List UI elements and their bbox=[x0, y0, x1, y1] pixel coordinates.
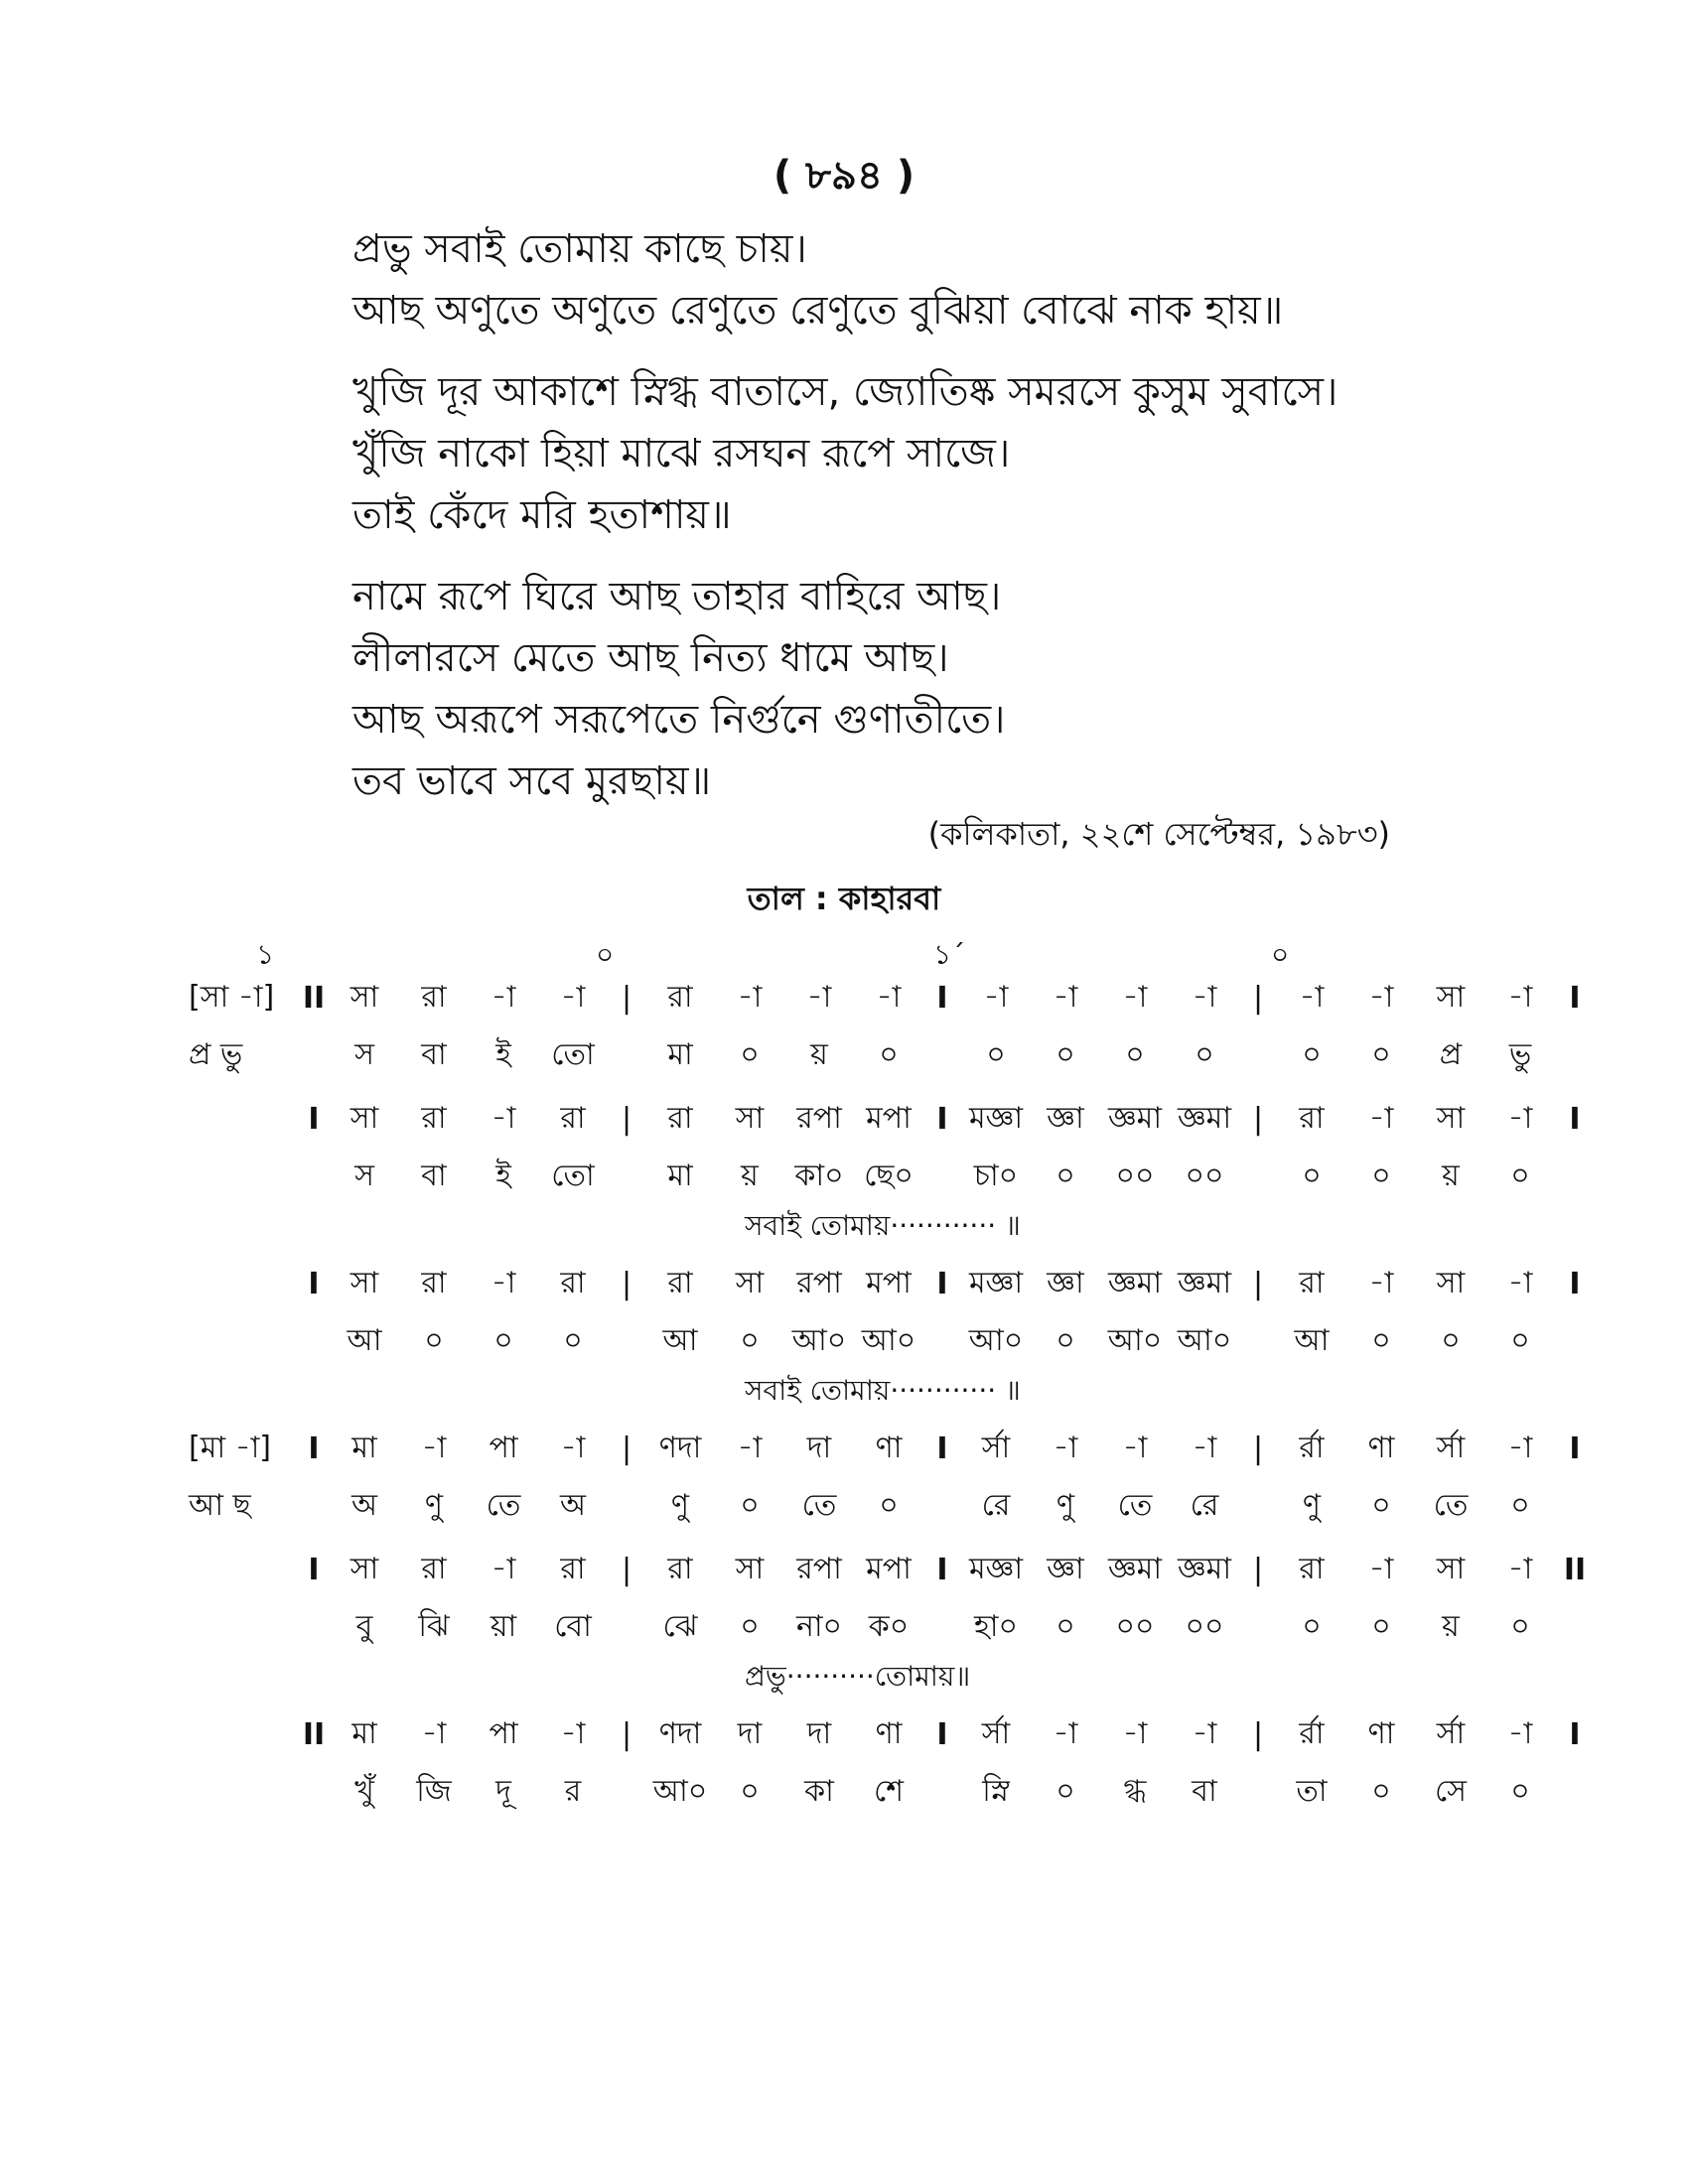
start-barline: II bbox=[302, 1716, 326, 1752]
syllable-cell: আ bbox=[662, 1322, 698, 1358]
syllable-cell: ০ bbox=[1510, 1773, 1530, 1809]
note-cell: ণদা bbox=[658, 1430, 702, 1465]
note-cell: সা bbox=[735, 1100, 765, 1136]
syllable-cell: বো bbox=[554, 1608, 592, 1644]
note-cell: দা bbox=[806, 1430, 832, 1465]
syllable-cell: ০ bbox=[424, 1322, 444, 1358]
note-cell: জ্ঞমা bbox=[1177, 1265, 1232, 1300]
refrain-cue: সবাই তোমায়············ ॥ bbox=[745, 1374, 1021, 1407]
note-cell: জ্ঞা bbox=[1047, 1551, 1084, 1586]
note-cell: -া bbox=[1122, 1430, 1148, 1465]
lead-in-notes: [সা -া] bbox=[189, 979, 275, 1015]
note-cell: -া bbox=[1053, 1430, 1078, 1465]
note-cell: -া bbox=[560, 979, 586, 1015]
beat-mark: ০ bbox=[1271, 938, 1290, 971]
note-cell: সা bbox=[350, 1551, 379, 1586]
start-barline: I bbox=[308, 1101, 320, 1137]
syllable-cell: ০ bbox=[1125, 1036, 1145, 1072]
lyric-stanza bbox=[352, 361, 1494, 546]
note-cell: মজ্ঞা bbox=[968, 1100, 1024, 1136]
note-cell: জ্ঞমা bbox=[1177, 1551, 1232, 1586]
start-barline: I bbox=[308, 1431, 320, 1466]
syllable-cell: চা০ bbox=[973, 1158, 1019, 1193]
syllable-cell: মা bbox=[667, 1158, 693, 1193]
note-cell: রা bbox=[560, 1100, 586, 1136]
syllable-cell: ই bbox=[495, 1158, 511, 1193]
syllable-cell: ০ bbox=[1055, 1036, 1075, 1072]
syllable-cell: স bbox=[354, 1036, 374, 1072]
syllable-cell: ০ bbox=[1055, 1322, 1075, 1358]
note-cell: রা bbox=[667, 1265, 693, 1300]
note-cell: পা bbox=[489, 1430, 518, 1465]
section-barline: I bbox=[936, 1552, 948, 1587]
syllable-cell: ঝে bbox=[662, 1608, 698, 1644]
lead-in-syllables: প্র ভু bbox=[189, 1036, 243, 1072]
notation-block bbox=[189, 1089, 1581, 1248]
note-cell: -া bbox=[491, 1100, 516, 1136]
note-cell: সা bbox=[1436, 1551, 1466, 1586]
note-cell: সা bbox=[350, 1265, 379, 1300]
note-cell: রা bbox=[421, 1265, 447, 1300]
note-cell: ণা bbox=[1367, 1430, 1395, 1465]
syllable-cell: ছে০ bbox=[864, 1158, 914, 1193]
note-cell: -া bbox=[1122, 1715, 1148, 1751]
syllable-cell: ০ bbox=[879, 1487, 899, 1523]
barline: | bbox=[1252, 1431, 1264, 1466]
syllable-cell: কা০ bbox=[794, 1158, 844, 1193]
notation-block bbox=[189, 1419, 1581, 1534]
syllable-cell: ০ bbox=[740, 1322, 760, 1358]
note-cell: -া bbox=[1507, 1265, 1533, 1300]
syllable-cell: ০ bbox=[1302, 1036, 1322, 1072]
note-cell: সা bbox=[1436, 979, 1466, 1015]
syllable-cell: ণু bbox=[670, 1487, 690, 1523]
start-barline: I bbox=[308, 1552, 320, 1587]
note-cell: মজ্ঞা bbox=[968, 1265, 1024, 1300]
refrain-cue: সবাই তোমায়············ ॥ bbox=[745, 1209, 1021, 1242]
syllable-cell: ০ bbox=[740, 1608, 760, 1644]
syllable-cell: য় bbox=[810, 1036, 828, 1072]
note-cell: -া bbox=[1507, 1430, 1533, 1465]
syllable-cell: ০ bbox=[493, 1322, 513, 1358]
note-cell: দা bbox=[737, 1715, 763, 1751]
note-cell: মপা bbox=[866, 1265, 912, 1300]
syllable-cell: ০ bbox=[879, 1036, 899, 1072]
syllable-cell: আ০ bbox=[1107, 1322, 1163, 1358]
note-row bbox=[189, 1540, 1587, 1599]
syllable-cell: তে bbox=[1117, 1487, 1153, 1523]
syllable-cell: ০ bbox=[1302, 1608, 1322, 1644]
lyric-line: লীলারসে মেতে আছ নিত্য ধামে আছ। bbox=[352, 635, 949, 681]
syllable-cell: র bbox=[564, 1773, 582, 1809]
note-cell: ণা bbox=[875, 1430, 903, 1465]
note-cell: জ্ঞমা bbox=[1107, 1100, 1163, 1136]
syllable-cell: ০ bbox=[1510, 1322, 1530, 1358]
lyric-line: নামে রূপে ঘিরে আছ তাহার বাহিরে আছ। bbox=[352, 574, 1002, 619]
syllable-cell: স bbox=[354, 1158, 374, 1193]
beat-mark: ১´ bbox=[933, 938, 966, 971]
syllable-cell: বা bbox=[421, 1036, 447, 1072]
note-cell: সা bbox=[350, 979, 379, 1015]
start-barline: I bbox=[308, 1266, 320, 1301]
note-cell: রা bbox=[421, 979, 447, 1015]
section-barline: I bbox=[936, 1101, 948, 1137]
note-cell: মা bbox=[352, 1715, 377, 1751]
lyric-line: প্রভু সবাই তোমায় কাছে চায়। bbox=[352, 226, 807, 272]
syllable-cell: ০ bbox=[740, 1036, 760, 1072]
note-cell: -া bbox=[806, 979, 832, 1015]
syllable-cell: ০০ bbox=[1115, 1608, 1155, 1644]
syllable-cell: মা bbox=[667, 1036, 693, 1072]
refrain-cue: প্রভু··········তোমায়॥ bbox=[745, 1660, 971, 1693]
note-row bbox=[189, 1089, 1581, 1149]
note-cell: রা bbox=[667, 1100, 693, 1136]
note-cell: সা bbox=[1436, 1265, 1466, 1300]
note-cell: -া bbox=[491, 979, 516, 1015]
note-cell: জ্ঞমা bbox=[1107, 1551, 1163, 1586]
section-barline: I bbox=[936, 1716, 948, 1752]
note-cell: র্সা bbox=[981, 1430, 1011, 1465]
syllable-cell: ০ bbox=[1371, 1158, 1391, 1193]
lyric-syllable-row bbox=[189, 1313, 1539, 1369]
syllable-cell: না০ bbox=[795, 1608, 843, 1644]
note-cell: ণদা bbox=[658, 1715, 702, 1751]
syllable-cell: রে bbox=[981, 1487, 1011, 1523]
note-cell: -া bbox=[1299, 979, 1325, 1015]
note-row bbox=[189, 1254, 1581, 1313]
syllable-cell: রে bbox=[1190, 1487, 1219, 1523]
note-cell: রপা bbox=[796, 1551, 842, 1586]
note-cell: -া bbox=[1507, 1715, 1533, 1751]
note-cell: মপা bbox=[866, 1100, 912, 1136]
syllable-cell: ণু bbox=[1055, 1487, 1075, 1523]
syllable-cell: খুঁ bbox=[354, 1773, 374, 1809]
note-cell: ণা bbox=[875, 1715, 903, 1751]
syllable-cell: বা bbox=[1192, 1773, 1217, 1809]
end-barline: I bbox=[1569, 1101, 1581, 1137]
note-cell: -া bbox=[737, 1430, 763, 1465]
syllable-cell: তো bbox=[551, 1158, 595, 1193]
syllable-cell: তো bbox=[551, 1036, 595, 1072]
syllable-cell: ০ bbox=[1302, 1158, 1322, 1193]
lyric-syllable-row bbox=[189, 1027, 1539, 1083]
note-cell: জ্ঞা bbox=[1047, 1100, 1084, 1136]
lyric-stanza bbox=[352, 566, 1494, 812]
notation-block bbox=[189, 968, 1581, 1083]
note-cell: -া bbox=[1368, 1265, 1394, 1300]
syllable-cell: ০ bbox=[1055, 1158, 1075, 1193]
note-cell: -া bbox=[1507, 1551, 1533, 1586]
note-cell: রা bbox=[560, 1265, 586, 1300]
lyric-syllable-row bbox=[189, 1478, 1539, 1534]
note-cell: জ্ঞমা bbox=[1177, 1100, 1232, 1136]
note-cell: জ্ঞা bbox=[1047, 1265, 1084, 1300]
syllable-cell: ০ bbox=[1441, 1322, 1461, 1358]
end-barline: I bbox=[1569, 1716, 1581, 1752]
swaralipi-notation bbox=[189, 968, 1587, 1826]
note-cell: -া bbox=[1122, 979, 1148, 1015]
note-cell: রা bbox=[1299, 1551, 1325, 1586]
note-cell: -া bbox=[421, 1430, 447, 1465]
lead-in-syllables: আ ছ bbox=[189, 1487, 251, 1523]
lyric-line: খুঁজি নাকো হিয়া মাঝে রসঘন রূপে সাজে। bbox=[352, 431, 1011, 477]
barline: | bbox=[621, 1716, 633, 1752]
barline: | bbox=[1252, 1266, 1264, 1301]
page-number: ( ৮৯৪ ) bbox=[773, 153, 915, 199]
section-barline: I bbox=[936, 1266, 948, 1301]
syllable-cell: আ০ bbox=[968, 1322, 1024, 1358]
lyric-line: আছ অরূপে সরূপেতে নির্গুনে গুণাতীতে। bbox=[352, 697, 1006, 743]
syllable-cell: অ bbox=[352, 1487, 377, 1523]
note-cell: ণা bbox=[1367, 1715, 1395, 1751]
syllable-cell: ০ bbox=[1371, 1322, 1391, 1358]
start-barline: II bbox=[302, 980, 326, 1016]
lyric-line: খুজি দূর আকাশে স্নিগ্ধ বাতাসে, জ্যোতিষ্ক সমরসে কুসুম সুবাসে। bbox=[352, 369, 1338, 415]
syllable-cell: আ bbox=[1294, 1322, 1330, 1358]
barline: | bbox=[621, 980, 633, 1016]
section-barline: I bbox=[936, 1431, 948, 1466]
note-cell: সা bbox=[1436, 1100, 1466, 1136]
lyric-syllable-row bbox=[189, 1599, 1539, 1655]
syllable-cell: তে bbox=[1433, 1487, 1469, 1523]
syllable-cell: দূ bbox=[495, 1773, 511, 1809]
lyric-syllable-row bbox=[189, 1149, 1539, 1204]
syllable-cell: শে bbox=[874, 1773, 904, 1809]
lyric-line: তাই কেঁদে মরি হতাশায়॥ bbox=[352, 492, 732, 538]
syllable-cell: তা bbox=[1296, 1773, 1328, 1809]
end-barline: I bbox=[1569, 980, 1581, 1016]
note-cell: মজ্ঞা bbox=[968, 1551, 1024, 1586]
note-cell: র্সা bbox=[1436, 1715, 1466, 1751]
barline: | bbox=[1252, 1552, 1264, 1587]
lyric-line: আছ অণুতে অণুতে রেণুতে রেণুতে বুঝিয়া বোঝে নাক হায়॥ bbox=[352, 288, 1284, 334]
notation-block bbox=[189, 1254, 1581, 1413]
syllable-cell: ০ bbox=[1055, 1773, 1075, 1809]
syllable-cell: আ০ bbox=[791, 1322, 847, 1358]
syllable-cell: কা bbox=[804, 1773, 834, 1809]
note-row bbox=[189, 968, 1581, 1027]
syllable-cell: ০ bbox=[1371, 1487, 1391, 1523]
syllable-cell: য় bbox=[1442, 1158, 1460, 1193]
note-cell: রা bbox=[1299, 1100, 1325, 1136]
syllable-cell: ০ bbox=[1371, 1036, 1391, 1072]
syllable-cell: প্র bbox=[1439, 1036, 1463, 1072]
syllable-cell: ণু bbox=[1302, 1487, 1322, 1523]
note-cell: রা bbox=[560, 1551, 586, 1586]
note-cell: -া bbox=[1192, 1715, 1217, 1751]
note-cell: রপা bbox=[796, 1265, 842, 1300]
barline: | bbox=[621, 1552, 633, 1587]
note-cell: রা bbox=[667, 1551, 693, 1586]
syllable-cell: ০ bbox=[1510, 1158, 1530, 1193]
end-barline: I bbox=[1569, 1266, 1581, 1301]
syllable-cell: য় bbox=[1442, 1608, 1460, 1644]
note-row bbox=[189, 1705, 1581, 1764]
syllable-cell: ০ bbox=[1371, 1773, 1391, 1809]
date-note: (কলিকাতা, ২২শে সেপ্টেম্বর, ১৯৮৩) bbox=[927, 815, 1390, 853]
barline: | bbox=[621, 1266, 633, 1301]
note-cell: মপা bbox=[866, 1551, 912, 1586]
note-cell: রা bbox=[1299, 1265, 1325, 1300]
note-cell: রা bbox=[421, 1100, 447, 1136]
syllable-cell: ঝি bbox=[418, 1608, 450, 1644]
syllable-cell: আ০ bbox=[1177, 1322, 1232, 1358]
beat-mark: ১ bbox=[256, 938, 275, 971]
syllable-cell: ০ bbox=[740, 1487, 760, 1523]
note-cell: রা bbox=[667, 979, 693, 1015]
note-cell: -া bbox=[1192, 1430, 1217, 1465]
syllable-cell: ০ bbox=[563, 1322, 583, 1358]
syllable-cell: ০০ bbox=[1115, 1158, 1155, 1193]
syllable-cell: ভু bbox=[1508, 1036, 1532, 1072]
syllable-cell: ক০ bbox=[868, 1608, 910, 1644]
end-barline: II bbox=[1563, 1552, 1587, 1587]
syllable-cell: য়া bbox=[490, 1608, 517, 1644]
syllable-cell: ০ bbox=[740, 1773, 760, 1809]
notation-block bbox=[189, 1540, 1587, 1699]
note-cell: রা bbox=[421, 1551, 447, 1586]
note-cell: -া bbox=[983, 979, 1009, 1015]
note-cell: -া bbox=[560, 1715, 586, 1751]
note-cell: র্রা bbox=[1299, 1715, 1325, 1751]
syllable-cell: ই bbox=[495, 1036, 511, 1072]
note-cell: -া bbox=[1053, 979, 1078, 1015]
taal-label: তাল : কাহারবা bbox=[747, 880, 941, 917]
syllable-cell: বু bbox=[355, 1608, 373, 1644]
syllable-cell: সে bbox=[1435, 1773, 1467, 1809]
note-cell: -া bbox=[560, 1430, 586, 1465]
note-cell: পা bbox=[489, 1715, 518, 1751]
song-lyrics bbox=[352, 218, 1494, 832]
syllable-cell: ০ bbox=[1510, 1487, 1530, 1523]
note-cell: মা bbox=[352, 1430, 377, 1465]
lyric-stanza bbox=[352, 218, 1494, 341]
note-cell: -া bbox=[1192, 979, 1217, 1015]
syllable-cell: ০ bbox=[1510, 1608, 1530, 1644]
barline: | bbox=[1252, 980, 1264, 1016]
lyric-syllable-row bbox=[189, 1764, 1539, 1820]
note-cell: সা bbox=[350, 1100, 379, 1136]
note-cell: -া bbox=[1507, 1100, 1533, 1136]
syllable-cell: গ্ধ bbox=[1123, 1773, 1147, 1809]
note-row bbox=[189, 1419, 1581, 1478]
note-cell: -া bbox=[1368, 1551, 1394, 1586]
section-barline: I bbox=[936, 980, 948, 1016]
syllable-cell: ণু bbox=[424, 1487, 444, 1523]
note-cell: -া bbox=[876, 979, 902, 1015]
barline: | bbox=[1252, 1716, 1264, 1752]
note-cell: -া bbox=[421, 1715, 447, 1751]
syllable-cell: আ bbox=[347, 1322, 382, 1358]
syllable-cell: আ০ bbox=[861, 1322, 916, 1358]
syllable-cell: ০ bbox=[1055, 1608, 1075, 1644]
note-cell: -া bbox=[1368, 979, 1394, 1015]
syllable-cell: তে bbox=[486, 1487, 521, 1523]
syllable-cell: তে bbox=[801, 1487, 837, 1523]
syllable-cell: য় bbox=[741, 1158, 759, 1193]
syllable-cell: ০ bbox=[986, 1036, 1006, 1072]
note-cell: র্সা bbox=[981, 1715, 1011, 1751]
syllable-cell: বা bbox=[421, 1158, 447, 1193]
beat-mark: ০ bbox=[596, 938, 615, 971]
note-cell: রপা bbox=[796, 1100, 842, 1136]
barline: | bbox=[621, 1431, 633, 1466]
notation-block bbox=[189, 1705, 1581, 1820]
end-barline: I bbox=[1569, 1431, 1581, 1466]
syllable-cell: ০ bbox=[1195, 1036, 1214, 1072]
note-cell: সা bbox=[735, 1551, 765, 1586]
note-cell: র্সা bbox=[1436, 1430, 1466, 1465]
barline: | bbox=[1252, 1101, 1264, 1137]
syllable-cell: আ০ bbox=[652, 1773, 708, 1809]
note-cell: -া bbox=[1368, 1100, 1394, 1136]
note-cell: -া bbox=[1507, 979, 1533, 1015]
note-cell: জ্ঞমা bbox=[1107, 1265, 1163, 1300]
syllable-cell: ০ bbox=[1371, 1608, 1391, 1644]
note-cell: দা bbox=[806, 1715, 832, 1751]
note-cell: -া bbox=[737, 979, 763, 1015]
note-cell: সা bbox=[735, 1265, 765, 1300]
lead-in-notes: [মা -া] bbox=[189, 1430, 271, 1465]
note-cell: -া bbox=[1053, 1715, 1078, 1751]
syllable-cell: ০০ bbox=[1185, 1608, 1224, 1644]
lyric-line: তব ভাবে সবে মুরছায়॥ bbox=[352, 758, 712, 804]
syllable-cell: হা০ bbox=[974, 1608, 1018, 1644]
note-cell: -া bbox=[491, 1265, 516, 1300]
syllable-cell: অ bbox=[560, 1487, 586, 1523]
note-cell: র্রা bbox=[1299, 1430, 1325, 1465]
syllable-cell: ০০ bbox=[1185, 1158, 1224, 1193]
note-cell: -া bbox=[491, 1551, 516, 1586]
beat-marks bbox=[0, 933, 1688, 973]
barline: | bbox=[621, 1101, 633, 1137]
syllable-cell: জি bbox=[416, 1773, 452, 1809]
syllable-cell: স্নি bbox=[982, 1773, 1010, 1809]
